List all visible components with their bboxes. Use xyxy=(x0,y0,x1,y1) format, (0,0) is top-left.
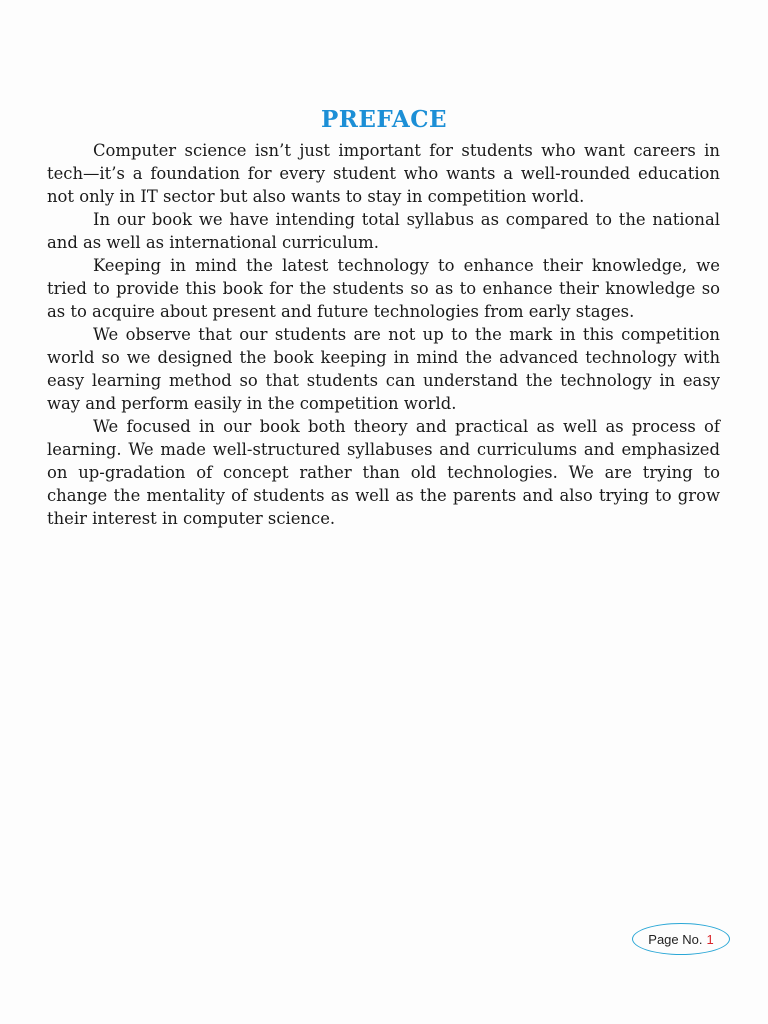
paragraph-4: We observe that our students are not up to the mark in this competition world so we designed the book keeping in mind the advanced technology with easy learning method so that students can understand the technology in easy way and perform easily in the competition world. xyxy=(47,325,720,413)
paragraph-3: Keeping in mind the latest technology to enhance their knowledge, we tried to provide this book for the students so as to enhance their knowledge so as to acquire about present and future technologies from early stages. xyxy=(47,256,720,321)
page-title: PREFACE xyxy=(320,106,448,133)
paragraph-5: We focused in our book both theory and practical as well as process of learning. We made well-structured syllabuses and curriculums and emphasized on up-gradation of concept rather than old technologies. We are trying to change the mentality of students as well as the parents and also trying to grow their interest in computer science. xyxy=(47,417,720,528)
page-number-value: 1 xyxy=(706,931,714,947)
page-number-label: Page No. xyxy=(648,931,703,947)
paragraph-2: In our book we have intending total syllabus as compared to the national and as well as international curriculum. xyxy=(47,210,720,252)
page-number-badge xyxy=(632,923,730,955)
paragraph-1: Computer science isn’t just important for students who want careers in tech—it’s a foundation for every student who wants a well-rounded education not only in IT sector but also wants to stay in competition world. xyxy=(47,141,720,206)
preface-body xyxy=(47,139,720,530)
